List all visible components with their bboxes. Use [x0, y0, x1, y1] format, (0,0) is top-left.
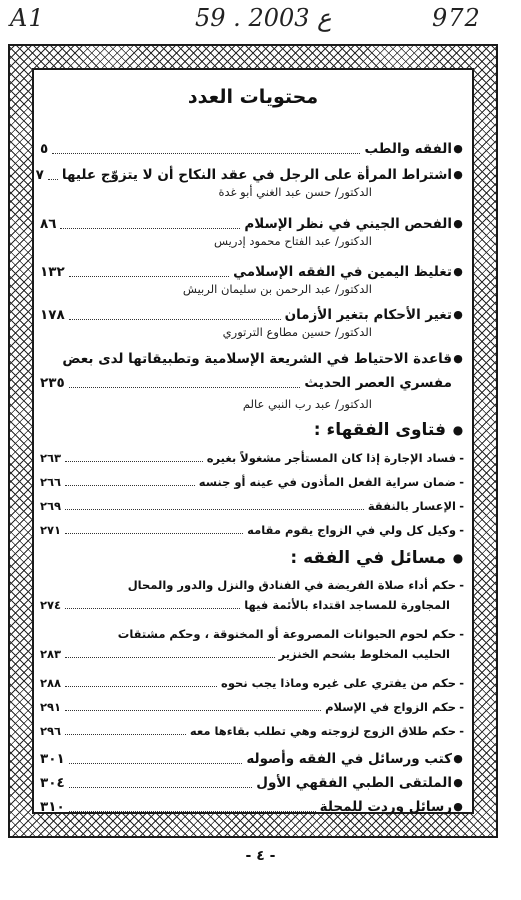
- toc-sub-entry: - الإعسار بالنفقة ٢٦٩: [40, 499, 464, 513]
- entry-page: ٢٣٥: [40, 375, 65, 391]
- toc-entry: [35, 166, 464, 200]
- toc-sub-entry: - حكم أداء صلاة الفريضة في الفنادق والنزل والدور والمحال المجاورة للمساجد اقتداء بالأئمة فيها ٢٧٤: [40, 578, 464, 612]
- entry-page: ٢٨٨: [40, 676, 62, 690]
- contents-panel: [32, 68, 474, 814]
- entry-title: وكيل كل ولي في الزواج يقوم مقامه: [247, 523, 456, 537]
- entry-page: ٨٦: [40, 216, 57, 232]
- page-title: محتويات العدد: [187, 86, 319, 108]
- entry-title-continued: المجاورة للمساجد اقتداء بالأئمة فيها: [244, 598, 450, 612]
- toc-sub-entry: - حكم لحوم الحيوانات المصروعة أو المخنوقة ، وحكم مشتقات الحليب المخلوط بشحم الخنزير ٢٨٣: [40, 627, 464, 661]
- toc-sub-entry: - حكم من يفتري على غيره وماذا يجب نحوه ٢٨٨: [40, 676, 464, 690]
- toc-entry: [40, 263, 464, 297]
- entry-page: ٣٠٤: [40, 775, 65, 791]
- entry-page: ٣٠١: [40, 751, 65, 767]
- entry-title: تغير الأحكام بتغير الأزمان: [284, 307, 452, 323]
- bullet-icon: ●: [452, 423, 464, 437]
- entry-page: ٧: [35, 167, 44, 183]
- bullet-icon: ●: [452, 551, 464, 565]
- entry-page: ٢٨٣: [40, 647, 62, 661]
- toc-entry: [40, 350, 464, 412]
- entry-author: الدكتور/ حسن عبد الغني أبو غدة: [218, 185, 372, 199]
- section-heading: ● فتاوى الفقهاء :: [313, 420, 464, 440]
- bullet-icon: ●: [453, 752, 463, 765]
- toc-entry: [40, 306, 464, 340]
- entry-page: ٢٩٦: [40, 724, 62, 738]
- entry-title: حكم أداء صلاة الفريضة في الفنادق والنزل والدور والمحال: [127, 578, 456, 592]
- toc-entry: [40, 750, 464, 768]
- toc-entry: [40, 798, 464, 816]
- entry-title: قاعدة الاحتياط في الشريعة الإسلامية وتطبيقاتها لدى بعض: [62, 351, 452, 367]
- toc-sub-entry: - حكم طلاق الزوج لزوجته وهي تطلب بقاءها معه ٢٩٦: [40, 724, 464, 738]
- bullet-icon: ●: [453, 352, 463, 365]
- toc-sub-entry: - فساد الإجارة إذا كان المستأجر مشغولاً بغيره ٢٦٣: [40, 451, 464, 465]
- entry-page: ٣١٠: [40, 799, 65, 815]
- entry-page: ٢٧٤: [40, 598, 62, 612]
- toc-sub-entry: - ضمان سراية الفعل المأذون في عينه أو جنسه ٢٦٦: [40, 475, 464, 489]
- entry-page: ٢٦٩: [40, 499, 62, 513]
- entry-title: حكم لحوم الحيوانات المصروعة أو المخنوقة ، وحكم مشتقات: [117, 627, 456, 641]
- entry-title: ضمان سراية الفعل المأذون في عينه أو جنسه: [198, 475, 456, 489]
- entry-title: حكم طلاق الزوج لزوجته وهي تطلب بقاءها معه: [189, 724, 456, 738]
- entry-page: ٢٧١: [40, 523, 62, 537]
- toc-entry: [40, 774, 464, 792]
- toc-entry: [40, 140, 464, 158]
- entry-title: الملتقى الطبي الفقهي الأول: [256, 775, 452, 791]
- toc-sub-entry: - حكم الزواج في الإسلام ٢٩١: [40, 700, 464, 714]
- toc-entry: [40, 215, 464, 249]
- entry-title: حكم من يفتري على غيره وماذا يجب نحوه: [221, 676, 456, 690]
- entry-title: رسائل وردت للمجلة: [319, 799, 452, 815]
- entry-author: الدكتور/ حسين مطاوع الترتوري: [222, 325, 372, 339]
- ornamental-border: [8, 44, 498, 838]
- bullet-icon: ●: [453, 142, 463, 155]
- handwritten-note-center: 59 . ع 2003: [195, 4, 332, 32]
- entry-title: اشتراط المرأة على الرجل في عقد النكاح أن لا يتزوّج عليها: [61, 167, 452, 183]
- entry-title: الفقه والطب: [364, 141, 452, 157]
- entry-page: ١٧٨: [40, 307, 65, 323]
- entry-title: فساد الإجارة إذا كان المستأجر مشغولاً بغيره: [206, 451, 456, 465]
- bullet-icon: ●: [453, 308, 463, 321]
- entry-page: ٢٦٦: [40, 475, 62, 489]
- entry-title: تغليظ اليمين في الفقه الإسلامي: [233, 264, 452, 280]
- entry-title: الإعسار بالنفقة: [367, 499, 456, 513]
- handwritten-note-right: 972: [432, 4, 481, 32]
- bullet-icon: ●: [453, 776, 463, 789]
- entry-title-continued: مفسري العصر الحديث: [304, 375, 452, 391]
- entry-author: الدكتور/ عبد رب النبي عالم: [242, 397, 372, 411]
- toc-sub-entry: - وكيل كل ولي في الزواج يقوم مقامه ٢٧١: [40, 523, 464, 537]
- bullet-icon: ●: [453, 217, 463, 230]
- section-heading: ● مسائل في الفقه :: [290, 548, 464, 568]
- entry-title: حكم الزواج في الإسلام: [325, 700, 456, 714]
- bullet-icon: ●: [453, 168, 463, 181]
- entry-page: ٢٦٣: [40, 451, 62, 465]
- bullet-icon: ●: [453, 800, 463, 813]
- page-number: - ٤ -: [245, 848, 276, 864]
- entry-author: الدكتور/ عبد الرحمن بن سليمان الربيش: [182, 282, 372, 296]
- handwritten-note-left: A1: [10, 4, 45, 32]
- bullet-icon: ●: [453, 265, 463, 278]
- entry-page: ٢٩١: [40, 700, 62, 714]
- entry-author: الدكتور/ عبد الفتاح محمود إدريس: [214, 234, 372, 248]
- entry-page: ٥: [40, 141, 49, 157]
- entry-title-continued: الحليب المخلوط بشحم الخنزير: [278, 647, 450, 661]
- entry-title: كتب ورسائل في الفقه وأصوله: [246, 751, 452, 767]
- entry-title: الفحص الجيني في نظر الإسلام: [244, 216, 452, 232]
- entry-page: ١٣٢: [40, 264, 65, 280]
